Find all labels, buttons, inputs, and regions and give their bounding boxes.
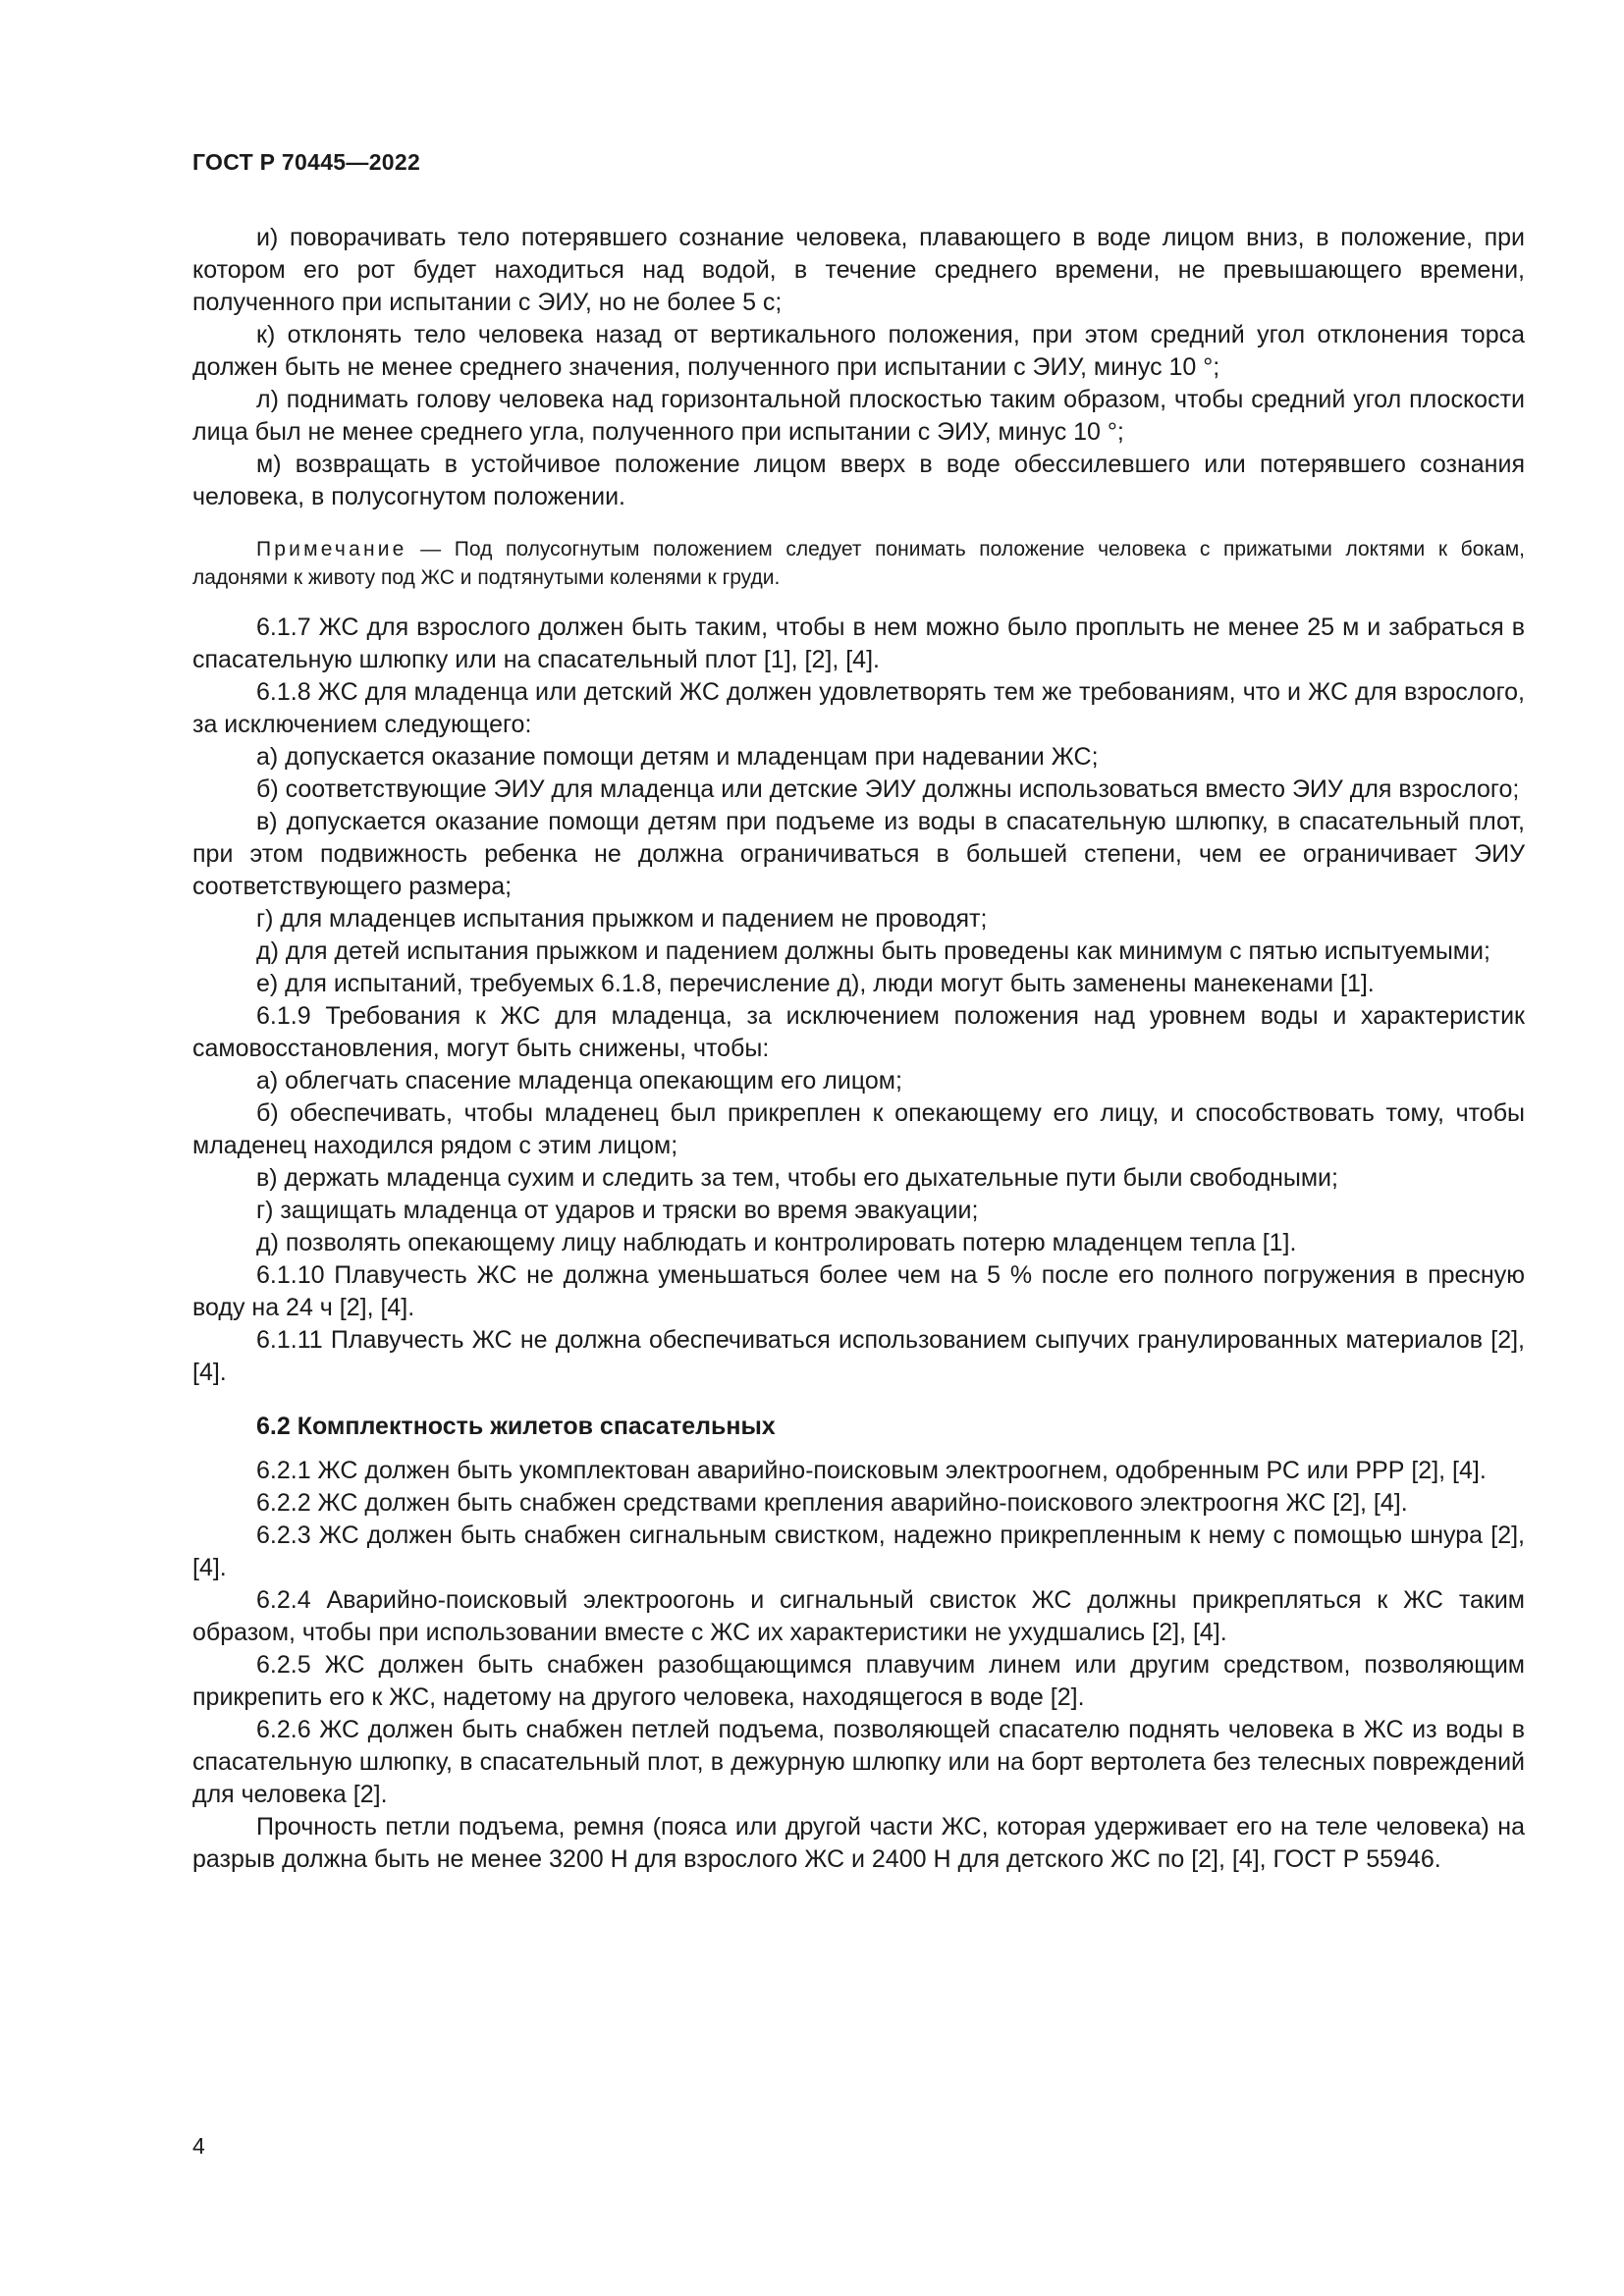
list-top <box>192 222 1525 513</box>
paragraph: 6.1.7 ЖС для взрослого должен быть таким, чтобы в нем можно было проплыть не менее 25 м и забраться в спасательную шлюпку или на спасательный плот [1], [2], [4]. <box>192 614 1525 673</box>
paragraph: д) для детей испытания прыжком и падением должны быть проведены как минимум с пятью испытуемыми; <box>256 937 1490 965</box>
paragraph: б) обеспечивать, чтобы младенец был прикреплен к опекающему его лицу, и способствовать тому, чтобы младенец находился рядом с этим лицом; <box>192 1099 1525 1159</box>
paragraph: в) допускается оказание помощи детям при подъеме из воды в спасательную шлюпку, в спасательный плот, при этом подвижность ребенка не должна ограничиваться в большей степени, чем ее ограничивает ЭИУ соответствующего размера; <box>192 808 1525 900</box>
paragraph: а) облегчать спасение младенца опекающим его лицом; <box>256 1067 902 1095</box>
paragraph: 6.1.9 Требования к ЖС для младенца, за исключением положения над уровнем воды и характеристик самовосстановления, могут быть снижены, чтобы: <box>192 1002 1525 1062</box>
paragraph: 6.1.8 ЖС для младенца или детский ЖС должен удовлетворять тем же требованиям, что и ЖС для взрослого, за исключением следующего: <box>192 678 1525 738</box>
paragraph: е) для испытаний, требуемых 6.1.8, перечисление д), люди могут быть заменены манекенами [1]. <box>256 970 1375 997</box>
list-item: м) возвращать в устойчивое положение лицом вверх в воде обессилевшего или потерявшего сознания человека, в полусогнутом положении. <box>192 451 1525 510</box>
page-number: 4 <box>192 2133 205 2159</box>
paragraph: г) защищать младенца от ударов и тряски во время эвакуации; <box>256 1197 979 1224</box>
list-item: и) поворачивать тело потерявшего сознание человека, плавающего в воде лицом вниз, в положение, при котором его рот будет находиться над водой, в течение среднего времени, не превышающего времени, полученного при испытании с ЭИУ, но не более 5 с; <box>192 224 1525 316</box>
paragraph: 6.2.3 ЖС должен быть снабжен сигнальным свистком, надежно прикрепленным к нему с помощью шнура [2], [4]. <box>192 1522 1525 1581</box>
note-label: Примечание <box>256 538 407 561</box>
page-body <box>192 222 1525 1876</box>
paragraph: д) позволять опекающему лицу наблюдать и контролировать потерю младенцем тепла [1]. <box>256 1229 1297 1256</box>
paragraph: 6.2.4 Аварийно-поисковый электроогонь и сигнальный свисток ЖС должны прикрепляться к ЖС таким образом, чтобы при использовании вместе с ЖС их характеристики не ухудшались [2], [4]. <box>192 1586 1525 1646</box>
paragraph: 6.2.6 ЖС должен быть снабжен петлей подъема, позволяющей спасателю поднять человека в ЖС из воды в спасательную шлюпку, в спасательный плот, в дежурную шлюпку или на борт вертолета без телесных повреждений для человека [2]. <box>192 1716 1525 1808</box>
paragraph: 6.2.5 ЖС должен быть снабжен разобщающимся плавучим линем или другим средством, позволяющим прикрепить его к ЖС, надетому на другого человека, находящегося в воде [2]. <box>192 1651 1525 1711</box>
paragraph: 6.2.1 ЖС должен быть укомплектован аварийно-поисковым электроогнем, одобренным РС или РРР [2], [4]. <box>256 1457 1487 1484</box>
paragraph: Прочность петли подъема, ремня (пояса или другой части ЖС, которая удерживает его на теле человека) на разрыв должна быть не менее 3200 Н для взрослого ЖС и 2400 Н для детского ЖС по [2], [4], ГОСТ Р 55946. <box>192 1813 1525 1873</box>
list-item: к) отклонять тело человека назад от вертикального положения, при этом средний угол отклонения торса должен быть не менее среднего значения, полученного при испытании с ЭИУ, минус 10 °; <box>192 321 1525 381</box>
section-6-2 <box>192 1455 1525 1876</box>
note-paragraph <box>192 535 1525 592</box>
paragraph: б) соответствующие ЭИУ для младенца или детские ЭИУ должны использоваться вместо ЭИУ для взрослого; <box>256 775 1520 803</box>
paragraph: а) допускается оказание помощи детям и младенцам при надевании ЖС; <box>256 743 1099 771</box>
document-code: ГОСТ Р 70445—2022 <box>192 149 421 175</box>
paragraph: в) держать младенца сухим и следить за тем, чтобы его дыхательные пути были свободными; <box>256 1164 1338 1192</box>
paragraph: 6.2.2 ЖС должен быть снабжен средствами крепления аварийно-поискового электроогня ЖС [2], [4]. <box>256 1489 1408 1517</box>
paragraph: г) для младенцев испытания прыжком и падением не проводят; <box>256 905 988 933</box>
paragraph: 6.1.10 Плавучесть ЖС не должна уменьшаться более чем на 5 % после его полного погружения в пресную воду на 24 ч [2], [4]. <box>192 1261 1525 1321</box>
list-item: л) поднимать голову человека над горизонтальной плоскостью таким образом, чтобы средний угол плоскости лица был не менее среднего угла, полученного при испытании с ЭИУ, минус 10 °; <box>192 386 1525 446</box>
note-text: — Под полусогнутым положением следует понимать положение человека с прижатыми локтями к бокам, ладонями к животу под ЖС и подтянутыми коленями к груди. <box>192 538 1525 589</box>
section-6-1-continuation <box>192 612 1525 1389</box>
section-heading-6-2: 6.2 Комплектность жилетов спасательных <box>256 1413 776 1440</box>
paragraph: 6.1.11 Плавучесть ЖС не должна обеспечиваться использованием сыпучих гранулированных материалов [2], [4]. <box>192 1326 1525 1386</box>
